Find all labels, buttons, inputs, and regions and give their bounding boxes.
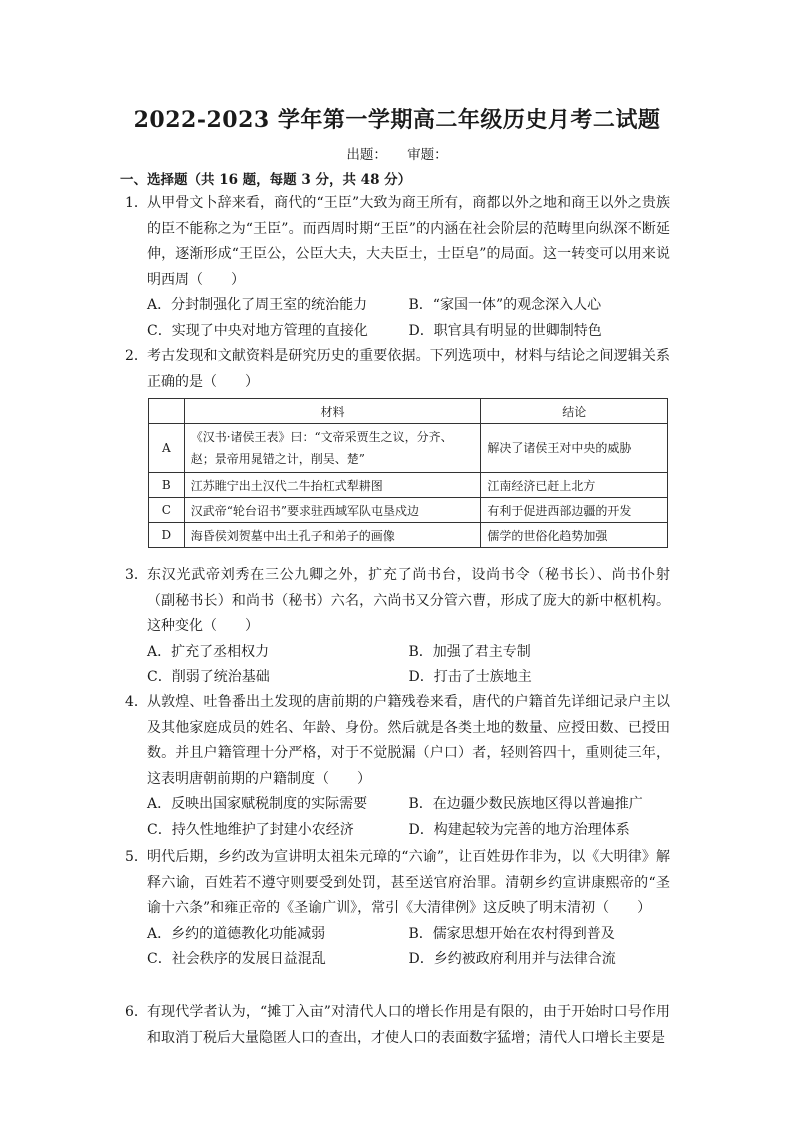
question-3 xyxy=(125,563,670,691)
table-row xyxy=(149,473,668,498)
question-number: 6． xyxy=(125,1004,148,1020)
row-key: B xyxy=(149,473,185,498)
option-c: C．持久性地维护了封建小农经济 xyxy=(147,821,354,838)
row-key: C xyxy=(149,498,185,523)
option-c: C．社会秩序的发展日益混乱 xyxy=(147,951,326,967)
table-row xyxy=(149,424,668,473)
row-material: 海昏侯刘贺墓中出土孔子和弟子的画像 xyxy=(184,523,481,548)
option-b: B．在边疆少数民族地区得以普遍推广 xyxy=(408,796,643,812)
option-d: D．职官具有明显的世卿制特色 xyxy=(408,322,602,339)
question-options xyxy=(147,922,670,973)
option-d: D．构建起较为完善的地方治理体系 xyxy=(408,821,630,838)
option-a: A．反映出国家赋税制度的实际需要 xyxy=(147,796,368,812)
exam-meta xyxy=(0,143,794,163)
option-c: C．削弱了统治基础 xyxy=(147,669,270,685)
row-conclusion: 江南经济已赶上北方 xyxy=(481,473,668,498)
row-material: 《汉书·诸侯王表》曰：“文帝采贾生之议，分齐、赵；景帝用晁错之计，削吴、楚” xyxy=(184,424,481,473)
question-number: 1． xyxy=(125,195,148,211)
row-material: 汉武帝“轮台诏书”要求驻西域军队屯垦戍边 xyxy=(184,498,481,523)
question-6 xyxy=(125,1000,670,1051)
option-b: B．“家国一体”的观念深入人心 xyxy=(408,297,602,313)
evidence-table xyxy=(148,398,668,548)
question-2 xyxy=(125,344,670,395)
page-title: 2022-2023 学年第一学期高二年级历史月考二试题 xyxy=(133,107,661,133)
question-number: 5． xyxy=(125,849,148,865)
option-a: A．扩充了丞相权力 xyxy=(147,643,270,660)
option-d: D．打击了士族地主 xyxy=(408,669,532,685)
section-heading: 一、选择题（共 16 题，每题 3 分，共 48 分） xyxy=(120,172,412,188)
option-a: A．乡约的道德教化功能减弱 xyxy=(147,925,326,942)
question-stem: 明代后期，乡约改为宣讲明太祖朱元璋的“六谕”，让百姓毋作非为，以《大明律》解释六谕，百姓若不遵守则要受到处罚，甚至送官府治罪。清朝乡约宣讲康熙帝的“圣谕十六条”和雍正帝的《圣谕广训》，常引《大清律例》这反映了明末清初（ ） xyxy=(147,849,670,916)
row-key: A xyxy=(149,424,185,473)
option-b: B．儒家思想开始在农村得到普及 xyxy=(408,925,615,942)
table-row xyxy=(149,498,668,523)
question-stem: 有现代学者认为，“摊丁入亩”对清代人口的增长作用是有限的，由于开始时口号作用和取消丁税后大量隐匿人口的查出，才使人口的表面数字猛增；清代人口增长主要是 xyxy=(147,1004,670,1046)
row-conclusion: 解决了诸侯王对中央的威胁 xyxy=(481,424,668,473)
question-stem: 考古发现和文献资料是研究历史的重要依据。下列选项中，材料与结论之间逻辑关系正确的是（ ） xyxy=(147,348,670,390)
question-4 xyxy=(125,690,670,843)
table-header-conclusion: 结论 xyxy=(481,399,668,424)
reviewer-label: 审题： xyxy=(407,147,448,163)
table-header-key xyxy=(149,399,185,424)
row-key: D xyxy=(149,523,185,548)
question-number: 2． xyxy=(125,348,148,364)
question-options xyxy=(147,293,670,344)
question-stem: 从甲骨文卜辞来看，商代的“王臣”大致为商王所有，商都以外之地和商王以外之贵族的臣不能称之为“王臣”。而西周时期“王臣”的内涵在社会阶层的范畴里向纵深不断延伸，逐渐形成“王臣公，公臣大夫，大夫臣士，士臣皂”的局面。这一转变可以用来说明西周（ ） xyxy=(147,195,670,288)
setter-label: 出题： xyxy=(346,147,387,163)
row-material: 江苏睢宁出土汉代二牛抬杠式犁耕图 xyxy=(184,473,481,498)
question-stem: 东汉光武帝刘秀在三公九卿之外，扩充了尚书台，设尚书令（秘书长）、尚书仆射（副秘书长）和尚书（秘书）六名，六尚书又分管六曹，形成了庞大的新中枢机构。这种变化（ ） xyxy=(147,567,670,634)
question-options xyxy=(147,792,670,843)
question-1 xyxy=(125,191,670,344)
table-row xyxy=(149,523,668,548)
option-b: B．加强了君主专制 xyxy=(408,643,531,660)
table-header-row xyxy=(149,399,668,424)
table-header-material: 材料 xyxy=(184,399,481,424)
row-conclusion: 有利于促进西部边疆的开发 xyxy=(481,498,668,523)
question-number: 3． xyxy=(125,567,148,583)
question-stem: 从敦煌、吐鲁番出土发现的唐前期的户籍残卷来看，唐代的户籍首先详细记录户主以及其他家庭成员的姓名、年龄、身份。然后就是各类土地的数量、应授田数、已授田数。并且户籍管理十分严格，对于不觉脱漏（户口）者，轻则笞四十，重则徒三年，这表明唐朝前期的户籍制度（ ） xyxy=(147,694,670,787)
row-conclusion: 儒学的世俗化趋势加强 xyxy=(481,523,668,548)
option-c: C．实现了中央对地方管理的直接化 xyxy=(147,322,368,339)
question-number: 4． xyxy=(125,694,148,710)
option-a: A．分封制强化了周王室的统治能力 xyxy=(147,297,368,313)
question-options xyxy=(147,640,670,691)
option-d: D．乡约被政府利用并与法律合流 xyxy=(408,951,616,967)
question-5 xyxy=(125,845,670,973)
